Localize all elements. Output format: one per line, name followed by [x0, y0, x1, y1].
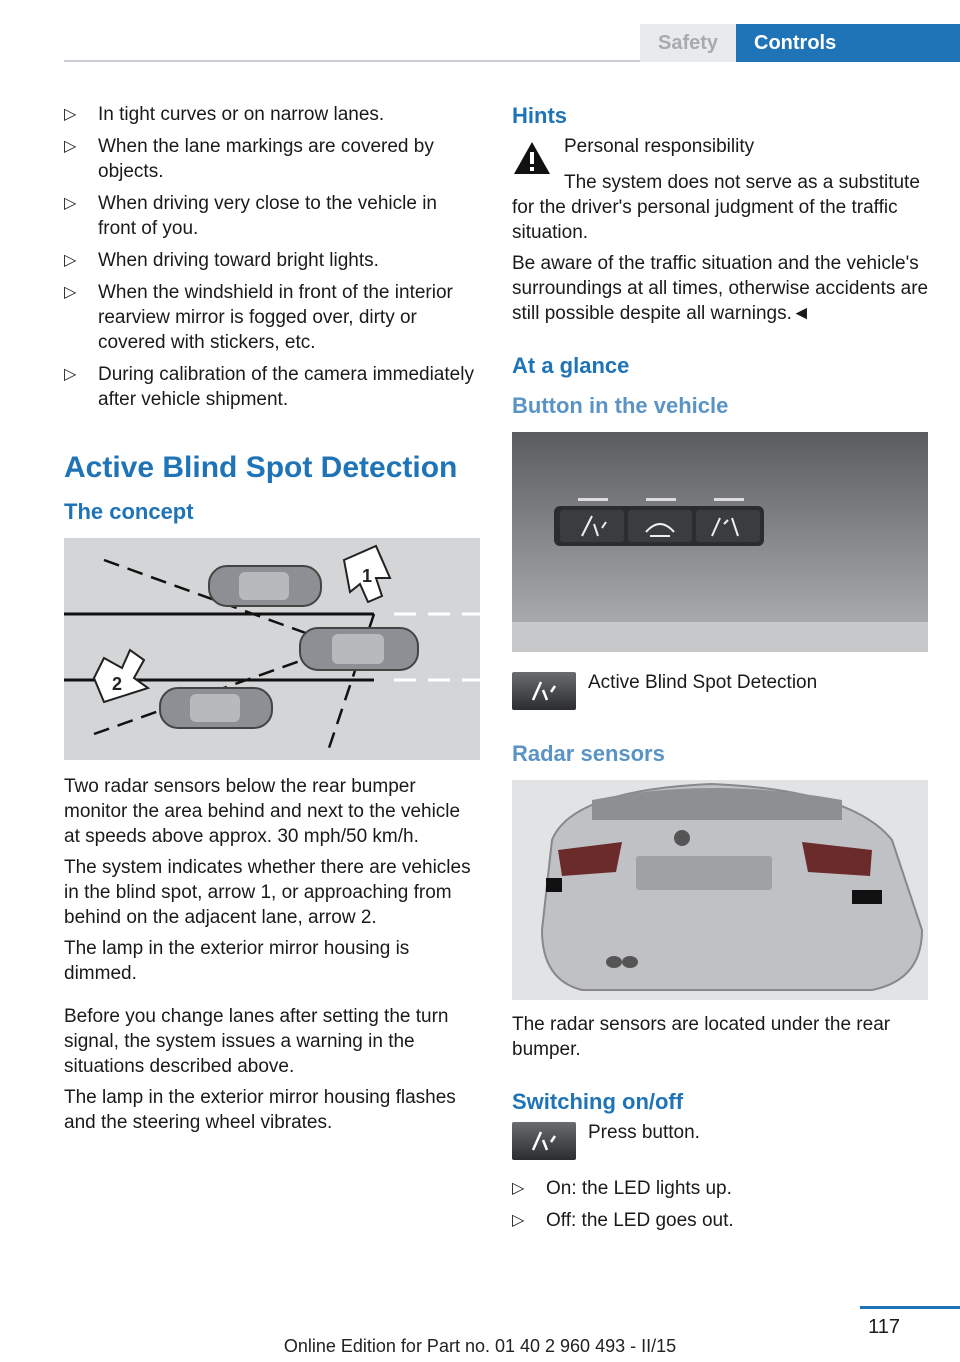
list-item: ▷ Off: the LED goes out. [512, 1210, 734, 1231]
car-bottom [160, 688, 272, 728]
page-number: 117 [868, 1316, 900, 1338]
radar-title: Radar sensors [512, 741, 665, 766]
list-item: ▷ In tight curves or on narrow lanes. [64, 104, 385, 125]
button-caption: Active Blind Spot Detection [588, 672, 818, 693]
triangle-bullet-icon: ▷ [64, 195, 77, 212]
hint-text-2: Be aware of the traffic situation and the vehicle's surroundings at all times, otherwise accidents are still possible despite all warnings.◄ [512, 253, 929, 324]
switch-list [512, 1176, 930, 1233]
triangle-bullet-icon: ▷ [64, 138, 77, 155]
svg-text:2: 2 [112, 674, 123, 694]
press-button-row [512, 1122, 930, 1160]
section-title: Active Blind Spot Detection [64, 451, 458, 484]
list-item: ▷ When the lane markings are covered by objects. [64, 136, 434, 182]
paragraph: Before you change lanes after setting the turn signal, the system issues a warning in the situations described above. [64, 1006, 449, 1077]
blind-spot-button-icon [512, 1122, 576, 1160]
button-photo [512, 432, 928, 652]
warning-icon [512, 138, 552, 178]
footer-rule [860, 1306, 960, 1309]
hints-title: Hints [512, 103, 567, 128]
triangle-bullet-icon: ▷ [512, 1212, 525, 1229]
car-rear-illustration [512, 780, 928, 1000]
concept-title: The concept [64, 499, 194, 524]
list-item: ▷ During calibration of the camera immediately after vehicle shipment. [64, 364, 474, 410]
svg-text:1: 1 [362, 566, 373, 586]
at-a-glance-title: At a glance [512, 353, 630, 378]
blind-spot-button-icon [512, 672, 576, 710]
edition-text: Online Edition for Part no. 01 40 2 960 493 - II/15 [283, 1336, 677, 1356]
triangle-bullet-icon: ▷ [64, 284, 77, 301]
paragraph: The lamp in the exterior mirror housing is dimmed. [64, 938, 410, 984]
left-column [64, 102, 480, 1141]
triangle-bullet-icon: ▷ [64, 106, 77, 123]
button-caption-row [512, 672, 930, 710]
paragraph: Two radar sensors below the rear bumper monitor the area behind and next to the vehicle at speeds above approx. 30 mph/50 km/h. [64, 776, 461, 847]
list-item: ▷ When driving very close to the vehicle in front of you. [64, 193, 437, 239]
radar-text: The radar sensors are located under the rear bumper. [512, 1014, 891, 1060]
triangle-bullet-icon: ▷ [512, 1180, 525, 1197]
tab-safety[interactable]: Safety [640, 24, 736, 62]
button-panel-illustration [512, 432, 928, 652]
car-middle [300, 628, 418, 670]
header-rule [64, 60, 736, 62]
tab-controls[interactable]: Controls [736, 24, 960, 62]
blind-spot-diagram [64, 538, 480, 760]
triangle-bullet-icon: ▷ [64, 252, 77, 269]
condition-list [64, 102, 480, 412]
radar-sensor-photo [512, 780, 928, 1000]
hint-heading: Personal responsibility [564, 136, 755, 157]
hint-text: The system does not serve as a substitute for the driver's personal judgment of the traffic situation. [512, 172, 920, 243]
right-radar-sensor [852, 890, 882, 904]
press-button-text: Press button. [588, 1122, 700, 1143]
triangle-bullet-icon: ▷ [64, 366, 77, 383]
left-radar-sensor [546, 878, 562, 892]
paragraph: The system indicates whether there are vehicles in the blind spot, arrow 1, or approaching from behind on the adjacent lane, arrow 2. [64, 857, 471, 928]
car-top [209, 566, 321, 606]
lane-diagram-illustration [64, 538, 480, 760]
button-title: Button in the vehicle [512, 393, 729, 418]
list-item: ▷ On: the LED lights up. [512, 1178, 732, 1199]
list-item: ▷ When driving toward bright lights. [64, 250, 379, 271]
list-item: ▷ When the windshield in front of the interior rearview mirror is fogged over, dirty or covered with stickers, etc. [64, 282, 453, 353]
switch-title: Switching on/off [512, 1089, 684, 1114]
right-column [512, 102, 930, 1240]
paragraph: The lamp in the exterior mirror housing flashes and the steering wheel vibrates. [64, 1087, 456, 1133]
